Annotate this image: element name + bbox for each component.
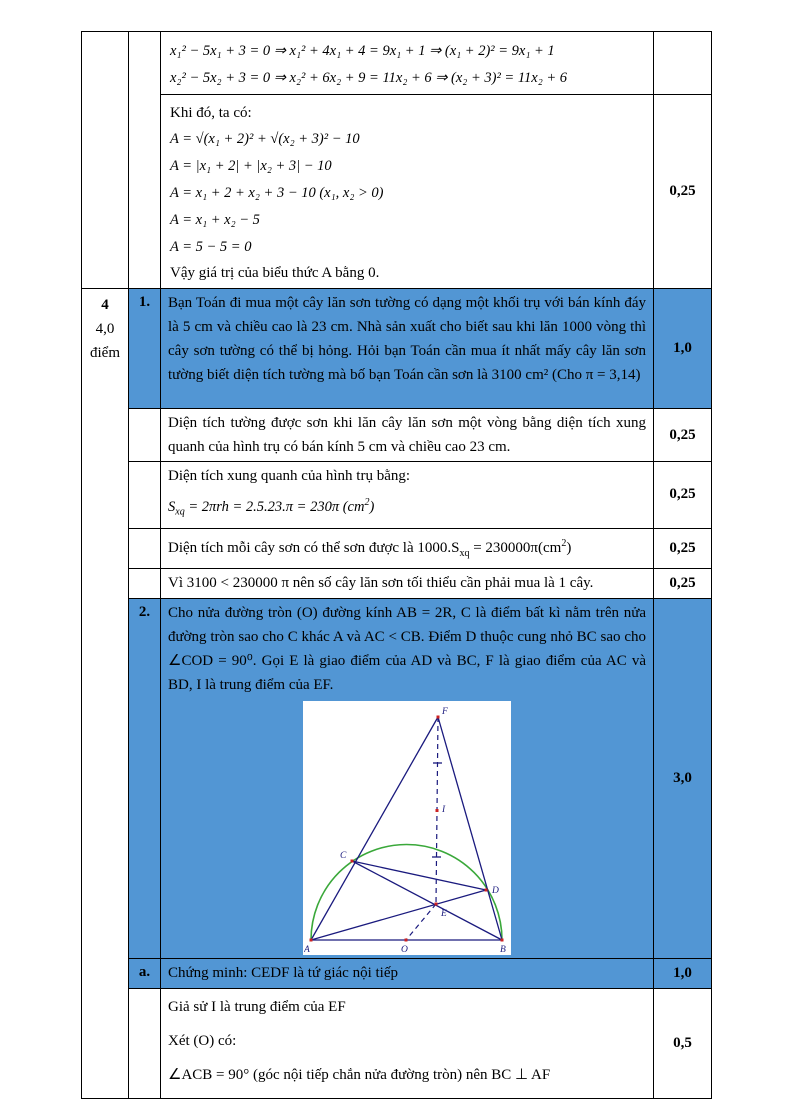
- sub-cell-empty: [129, 409, 161, 462]
- part1-step1-text: Diện tích tường được sơn khi lăn cây lăn sơn một vòng bằng diện tích xung quanh của hình trụ có bán kính 5 cm và chiều cao 23 cm.: [168, 415, 646, 455]
- table-row: [82, 32, 712, 95]
- point-D-marker: [485, 888, 488, 891]
- equation-x1: x₁² − 5x₁ + 3 = 0 ⇒ x₁² + 4x₁ + 4 = 9x₁ + 1 ⇒ (x₁ + 2)² = 9x₁ + 1: [170, 43, 555, 59]
- line-AF: [311, 717, 438, 940]
- part1-step3-cell: [161, 528, 654, 568]
- points-cell: 0,25: [654, 528, 712, 568]
- point-B-marker: [501, 938, 504, 941]
- evaluation-step: A = 5 − 5 = 0: [170, 239, 252, 255]
- evaluation-step: A = |x₁ + 2| + |x₂ + 3| − 10: [170, 158, 332, 174]
- part1-step3-text: Diện tích mỗi cây sơn có thể sơn được là $1000.S_{xq} = 230000\pi(cm^2)$: [168, 537, 572, 559]
- table-row: [82, 95, 712, 289]
- line-BF: [438, 717, 502, 940]
- label-F: F: [442, 706, 448, 717]
- part1-step2-text: Diện tích xung quanh của hình trụ bằng:: [168, 468, 411, 484]
- table-row: [82, 988, 712, 1098]
- part2a-label: a.: [129, 958, 161, 988]
- table-row: [82, 568, 712, 598]
- evaluation-step: A = x₁ + x₂ − 5: [170, 212, 260, 228]
- table-row: [82, 528, 712, 568]
- part1-step4-text: Vì 3100 < 230000 π nên số cây lăn sơn tối thiểu cần phải mua là 1 cây.: [168, 574, 594, 591]
- part2-statement-cell: [161, 598, 654, 958]
- points-cell: 0,25: [654, 462, 712, 529]
- q3-transform-cell: [161, 32, 654, 95]
- q3-number-cell: [82, 32, 129, 289]
- dashed-EO: [406, 904, 436, 940]
- table-row: [82, 462, 712, 529]
- part1-step4-cell: [161, 568, 654, 598]
- sub-cell-empty: [129, 568, 161, 598]
- proof-line: Giả sử I là trung điểm của EF: [168, 998, 346, 1015]
- part2a-statement: Chứng minh: CEDF là tứ giác nội tiếp: [168, 964, 398, 981]
- point-C-marker: [351, 859, 354, 862]
- proof-line: ∠ACB = 90° (góc nội tiếp chắn nửa đường tròn) nên BC ⊥ AF: [168, 1066, 551, 1083]
- table-row: [82, 598, 712, 958]
- table-row: [82, 958, 712, 988]
- label-I: I: [442, 804, 446, 815]
- part2-statement: Cho nửa đường tròn (O) đường kính AB = 2R, C là điểm bất kì nằm trên nửa đường tròn sao cho C khác A và AC < CB. Điểm D thuộc cung nhỏ BC sao cho ∠COD = 90⁰. Gọi E là giao điểm của AD và BC, F là giao điểm của AC và BD, I là trung điểm của EF.: [168, 604, 646, 693]
- points-cell: 1,0: [654, 958, 712, 988]
- part1-step1-cell: [161, 409, 654, 462]
- points-cell: 0,25: [654, 409, 712, 462]
- label-B: B: [500, 944, 506, 954]
- answer-table: [81, 31, 712, 1099]
- q3-sub-cell: [129, 32, 161, 289]
- line-AD: [311, 890, 486, 940]
- evaluation-conclusion: Vậy giá trị của biểu thức A bằng 0.: [170, 265, 380, 281]
- question-number: 4: [101, 297, 109, 313]
- points-cell: 0,5: [654, 988, 712, 1098]
- label-O: O: [401, 944, 408, 954]
- proof-line: Xét (O) có:: [168, 1032, 237, 1049]
- part1-statement: Bạn Toán đi mua một cây lăn sơn tường có dạng một khối trụ với bán kính đáy là 5 cm và chiều cao là 23 cm. Nhà sản xuất cho biết sau khi lăn 1000 vòng thì cây sơn tường có thể bị hỏng. Hỏi bạn Toán cần mua ít nhất mấy cây lăn sơn tường biết diện tích tường mà bố bạn Toán cần sơn là 3100 cm² (Cho π = 3,14): [168, 295, 646, 383]
- part1-step2-formula: $S_{xq} = 2\pi rh = 2.5.23.\pi = 230\pi$ $(cm^2)$: [168, 497, 375, 518]
- table-row: [82, 409, 712, 462]
- question-points-unit: điểm: [90, 345, 120, 361]
- table-row: [82, 289, 712, 409]
- points-cell: 0,25: [654, 568, 712, 598]
- point-I-marker: [436, 809, 439, 812]
- semicircle-figure: [304, 702, 508, 954]
- part2a-statement-cell: [161, 958, 654, 988]
- part1-statement-cell: [161, 289, 654, 409]
- evaluation-intro: Khi đó, ta có:: [170, 105, 252, 121]
- label-D: D: [492, 885, 499, 896]
- q4-number-cell: [82, 289, 129, 1099]
- part2a-proof-cell: [161, 988, 654, 1098]
- sub-cell-empty: [129, 988, 161, 1098]
- points-cell: 3,0: [654, 598, 712, 958]
- geometry-figure: [303, 701, 511, 955]
- equation-x2: x₂² − 5x₂ + 3 = 0 ⇒ x₂² + 6x₂ + 9 = 11x₂ + 6 ⇒ (x₂ + 3)² = 11x₂ + 6: [170, 70, 568, 86]
- part2-label: 2.: [129, 598, 161, 958]
- point-A-marker: [310, 938, 313, 941]
- point-F-marker: [437, 715, 440, 718]
- points-cell: 0,25: [654, 95, 712, 289]
- line-BC: [352, 861, 502, 940]
- point-E-marker: [435, 902, 438, 905]
- label-A: A: [304, 944, 310, 954]
- question-total-points: 4,0: [95, 321, 115, 337]
- points-cell: 1,0: [654, 289, 712, 409]
- label-C: C: [340, 850, 347, 861]
- part1-label: 1.: [129, 289, 161, 409]
- label-E: E: [441, 908, 447, 919]
- part1-step2-cell: [161, 462, 654, 529]
- point-O-marker: [405, 938, 408, 941]
- evaluation-step: A = x₁ + 2 + x₂ + 3 − 10 (x₁, x₂ > 0): [170, 185, 384, 201]
- sub-cell-empty: [129, 528, 161, 568]
- sub-cell-empty: [129, 462, 161, 529]
- q3-evaluation-cell: [161, 95, 654, 289]
- evaluation-step: A = √(x₁ + 2)² + √(x₂ + 3)² − 10: [170, 131, 360, 147]
- points-cell-empty: [654, 32, 712, 95]
